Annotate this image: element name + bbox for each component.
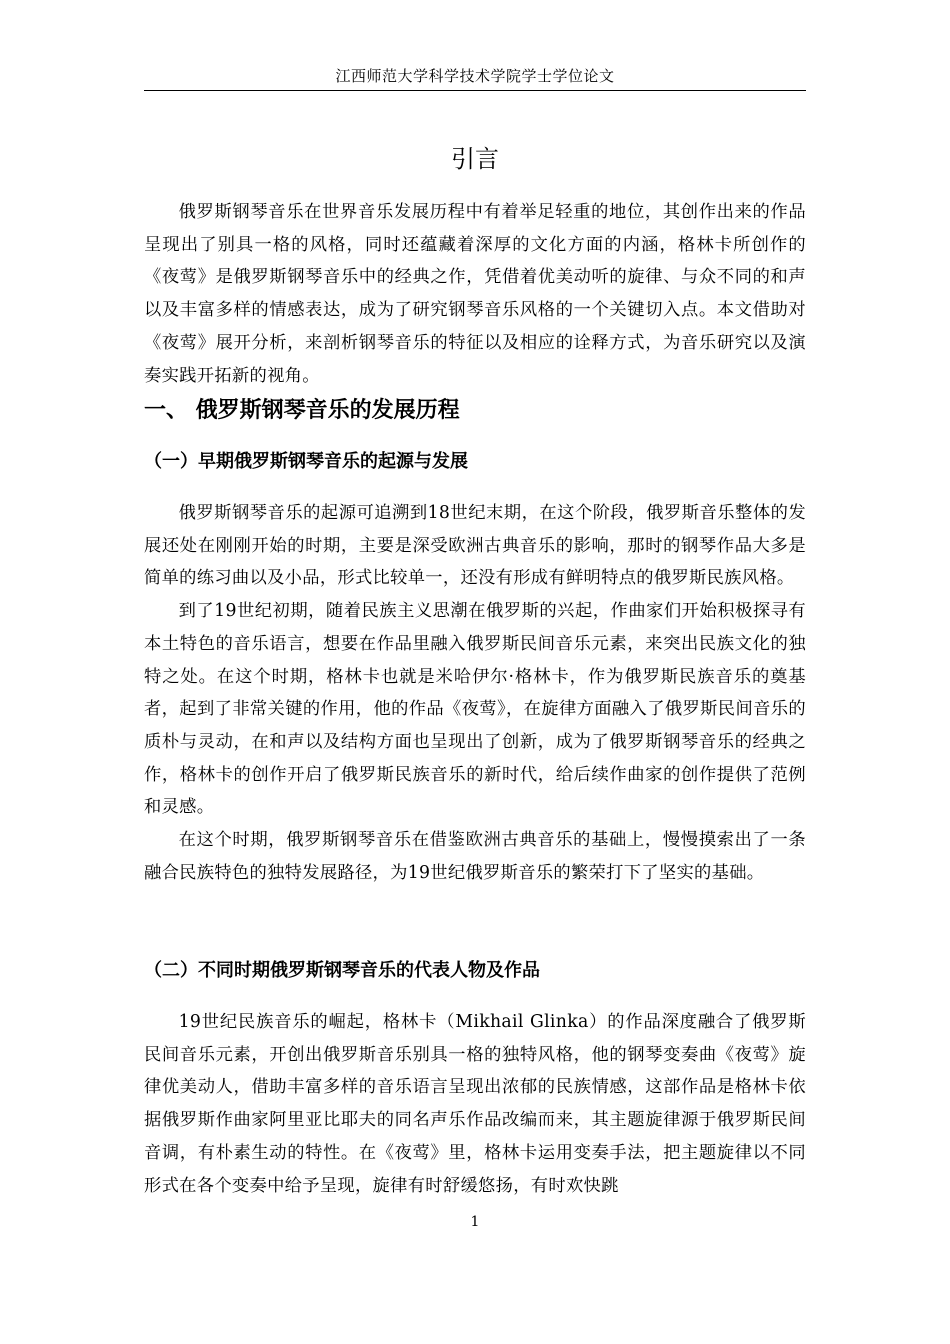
running-header: 江西师范大学科学技术学院学士学位论文 [335,67,615,85]
body-paragraph: 俄罗斯钢琴音乐的起源可追溯到18世纪末期，在这个阶段，俄罗斯音乐整体的发展还处在刚刚开始的时期，主要是深受欧洲古典音乐的影响，那时的钢琴作品大多是简单的练习曲以及小品，形式比较单一，还没有形成有鲜明特点的俄罗斯民族风格。 [144,503,806,589]
body-paragraph: 19世纪民族音乐的崛起，格林卡（Mikhail Glinka）的作品深度融合了俄罗斯民间音乐元素，开创出俄罗斯音乐别具一格的独特风格，他的钢琴变奏曲《夜莺》旋律优美动人，借助丰富多样的音乐语言呈现出浓郁的民族情感，这部作品是格林卡依据俄罗斯作曲家阿里亚比耶夫的同名声乐作品改编而来，其主题旋律源于俄罗斯民间音调，有朴素生动的特性。在《夜莺》里，格林卡运用变奏手法，把主题旋律以不同形式在各个变奏中给予呈现，旋律有时舒缓悠扬，有时欢快跳 [144,1012,806,1196]
body-paragraph: 到了19世纪初期，随着民族主义思潮在俄罗斯的兴起，作曲家们开始积极探寻有本土特色的音乐语言，想要在作品里融入俄罗斯民间音乐元素，来突出民族文化的独特之处。在这个时期，格林卡也就是米哈伊尔·格林卡，作为俄罗斯民族音乐的奠基者，起到了非常关键的作用，他的作品《夜莺》，在旋律方面融入了俄罗斯民间音乐的质朴与灵动，在和声以及结构方面也呈现出了创新，成为了俄罗斯钢琴音乐的经典之作，格林卡的创作开启了俄罗斯民族音乐的新时代，给后续作曲家的创作提供了范例和灵感。 [144,601,806,818]
section-2-heading: （二）不同时期俄罗斯钢琴音乐的代表人物及作品 [144,960,540,981]
section-1-heading: （一）早期俄罗斯钢琴音乐的起源与发展 [144,451,468,472]
section-1-body [144,497,806,889]
chapter-1-heading: 一、 俄罗斯钢琴音乐的发展历程 [144,398,460,423]
introduction-body [144,196,806,392]
header-divider [144,90,806,91]
body-paragraph: 在这个时期，俄罗斯钢琴音乐在借鉴欧洲古典音乐的基础上，慢慢摸索出了一条融合民族特色的独特发展路径，为19世纪俄罗斯音乐的繁荣打下了坚实的基础。 [144,830,806,883]
introduction-paragraph: 俄罗斯钢琴音乐在世界音乐发展历程中有着举足轻重的地位，其创作出来的作品呈现出了别具一格的风格，同时还蕴藏着深厚的文化方面的内涵，格林卡所创作的《夜莺》是俄罗斯钢琴音乐中的经典之作，凭借着优美动听的旋律、与众不同的和声以及丰富多样的情感表达，成为了研究钢琴音乐风格的一个关键切入点。本文借助对《夜莺》展开分析，来剖析钢琴音乐的特征以及相应的诠释方式，为音乐研究以及演奏实践开拓新的视角。 [144,202,806,386]
introduction-title: 引言 [451,145,499,173]
page-number: 1 [470,1214,480,1230]
section-2-body [144,1006,806,1202]
